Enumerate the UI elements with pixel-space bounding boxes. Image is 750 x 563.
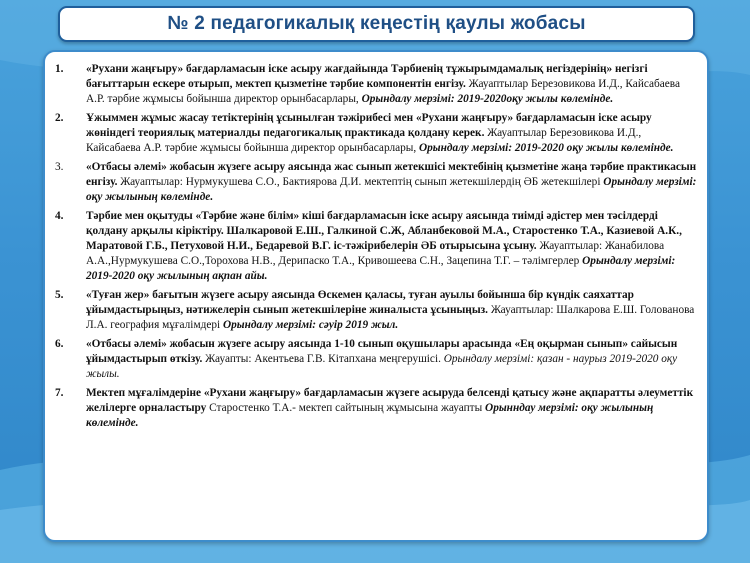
item-number: 7. [55, 387, 64, 399]
item-number: 1. [55, 63, 64, 75]
list-item [45, 337, 697, 382]
item-responsible: Жауаптылар: Шалкарова Е.Ш. Голованова Л.А. география мұғалімдері [86, 304, 695, 331]
page-title: № 2 педагогикалық кеңестің қаулы жобасы [167, 13, 586, 34]
item-deadline: Орынндау мерзімі: оқу жылының көлемінде. [86, 402, 654, 429]
item-number: 2. [55, 112, 64, 124]
item-text: «Туған жер» бағытын жүзеге асыру аясында Өскемен қаласы, туған ауылы бойынша бір күндік саяхаттар ұйымдастырыңыз, нәтижелерін сынып жетекшілеріне жиналыста ұсыныңыз. [86, 289, 634, 316]
item-number: 5. [55, 289, 64, 301]
item-responsible: Жауаптылар Березовикова И.Д., Кайсабаева А.Р. тәрбие жұмысы бойынша директор орынбасарлары, [86, 127, 642, 154]
item-responsible: Жауапты: Акентьева Г.В. Кітапхана меңгерушісі. [202, 353, 444, 365]
item-responsible: Старостенко Т.А.- мектеп сайтының жұмысына жауапты [206, 402, 486, 414]
item-deadline: Орындалу мерзімі: 2019-2020оқу жылы көлемінде. [361, 93, 614, 105]
list-item [45, 160, 697, 205]
item-text: «Отбасы әлемі» жобасын жүзеге асыру аясында 1-10 сынып оқушылары арасында «Ең оқырман сынып» сайысын ұйымдастырып өткізу. [86, 338, 678, 365]
item-deadline: Орындалу мерзімі: 2019-2020 оқу жылының ақпан айы. [86, 255, 676, 282]
content-panel [43, 50, 709, 542]
item-deadline: Орындалу мерзімі: сәуір 2019 жыл. [222, 319, 399, 331]
item-number: 3. [55, 161, 64, 173]
list-item [45, 62, 697, 107]
list-item [45, 288, 697, 333]
item-number: 4. [55, 210, 64, 222]
item-text: «Рухани жаңғыру» бағдарламасын іске асыру жағдайында Тәрбиенің тұжырымдамалық негіздерінің» негізгі бағыттарын ескере отырып, мектеп қызметіне тәрбие компонентін енгізу. [86, 63, 648, 90]
item-text: «Отбасы әлемі» жобасын жүзеге асыру аясында жас сынып жетекшісі мектебінің қызметіне жаңа тәрбие практикасын енгізу. [86, 161, 697, 188]
item-responsible: Жауаптылар Березовикова И.Д., Кайсабаева А.Р. тәрбие жұмысы бойынша директор орынбасарлары, [86, 78, 681, 105]
item-deadline: Орындалу мерзімі: 2019-2020 оқу жылы көлемінде. [418, 142, 674, 154]
item-text: Тәрбие мен оқытуды «Тәрбие және білім» кіші бағдарламасын іске асыру аясында тиімді әдістер мен тәсілдерді қолдану арқылы кіріктіру. Шалкаровой Е.Ш., Галкиной С.Ж, Абланбековой М.А., Старостенко Т.А., Казиевой А.К., Маратовой Г.Б., Петуховой Н.И., Бедаревой В.Г. іс-тәжірибелерін ӘБ отырысына ұсыну. [86, 210, 682, 252]
item-responsible: Жауаптылар: Нурмукушева С.О., Бактиярова Д.И. мектептің сынып жетекшілердің ӘБ жетекшілері [117, 176, 604, 188]
title-banner [58, 6, 695, 42]
list-item [45, 209, 697, 284]
resolution-list [45, 52, 707, 431]
list-item [45, 386, 697, 431]
item-number: 6. [55, 338, 64, 350]
item-deadline: Орындалу мерзімі: оқу жылының көлемінде. [86, 176, 697, 203]
item-text: Ұжыммен жұмыс жасау тетіктерінің ұсынылған тәжірибесі мен «Рухани жаңғыру» бағдарламасын іске асыру жөніндегі теориялық материалды педагогикалық практикада қолдану керек. [86, 112, 652, 139]
item-responsible: Жауаптылар: Жанабилова А.А.,Нурмукушева С.О.,Торохова Н.В., Дерипаско Т.А., Кривошеева С.Н., Зацепина Т.Г. – тәлімгерлер [86, 240, 665, 267]
item-text: Мектеп мұғалімдеріне «Рухани жаңғыру» бағдарламасын жүзеге асыруда белсенді қатысу және ақпаратты әлеуметтік желілерге орналастыру [86, 387, 694, 414]
item-deadline: Орындалу мерзімі: қазан - наурыз 2019-2020 оқу жылы. [86, 353, 678, 380]
list-item [45, 111, 697, 156]
